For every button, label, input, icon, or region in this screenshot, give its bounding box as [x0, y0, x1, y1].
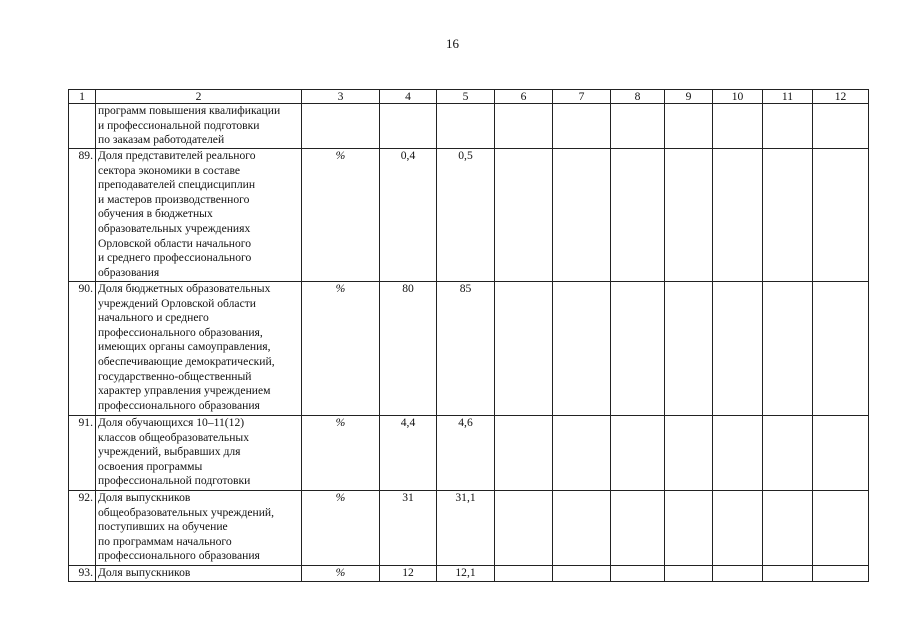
column-header: 3 [302, 90, 380, 104]
empty-cell [495, 104, 553, 149]
table-row [69, 282, 869, 416]
empty-cell [495, 416, 553, 491]
empty-cell [665, 491, 713, 566]
value-col4: 0,4 [380, 149, 437, 282]
column-header: 10 [713, 90, 763, 104]
empty-cell [611, 491, 665, 566]
value-col4 [380, 104, 437, 149]
table-row [69, 104, 869, 149]
empty-cell [763, 149, 813, 282]
page-number: 16 [446, 36, 459, 51]
empty-cell [813, 149, 869, 282]
value-col4: 31 [380, 491, 437, 566]
column-header: 9 [665, 90, 713, 104]
empty-cell [763, 104, 813, 149]
empty-cell [495, 149, 553, 282]
empty-cell [713, 149, 763, 282]
column-header: 12 [813, 90, 869, 104]
unit-cell [302, 104, 380, 149]
row-number [69, 104, 96, 149]
empty-cell [713, 282, 763, 416]
column-header: 8 [611, 90, 665, 104]
indicators-table [68, 89, 869, 582]
empty-cell [665, 149, 713, 282]
indicator-description: Доля бюджетных образовательных учреждений Орловской области начального и среднего профессионального образования, имеющих органы самоуправления, обеспечивающие демократический, государственно-общественный характер управления учреждением профессионального образования [96, 282, 302, 416]
value-col4: 80 [380, 282, 437, 416]
empty-cell [553, 149, 611, 282]
row-number: 90. [69, 282, 96, 416]
column-header: 2 [96, 90, 302, 104]
table-row [69, 416, 869, 491]
table-header-row [69, 90, 869, 104]
empty-cell [665, 416, 713, 491]
column-header: 7 [553, 90, 611, 104]
empty-cell [553, 566, 611, 582]
column-header: 4 [380, 90, 437, 104]
empty-cell [553, 282, 611, 416]
value-col5: 4,6 [437, 416, 495, 491]
empty-cell [813, 104, 869, 149]
row-number: 89. [69, 149, 96, 282]
empty-cell [611, 416, 665, 491]
empty-cell [495, 491, 553, 566]
empty-cell [495, 566, 553, 582]
value-col4: 12 [380, 566, 437, 582]
unit-cell: % [302, 282, 380, 416]
empty-cell [763, 491, 813, 566]
row-number: 91. [69, 416, 96, 491]
empty-cell [553, 104, 611, 149]
row-number: 92. [69, 491, 96, 566]
value-col4: 4,4 [380, 416, 437, 491]
empty-cell [553, 491, 611, 566]
empty-cell [665, 282, 713, 416]
indicator-description: Доля обучающихся 10–11(12) классов общеобразовательных учреждений, выбравших для освоения программы профессиональной подготовки [96, 416, 302, 491]
empty-cell [713, 416, 763, 491]
empty-cell [763, 282, 813, 416]
table-row [69, 149, 869, 282]
empty-cell [665, 104, 713, 149]
empty-cell [611, 104, 665, 149]
value-col5: 85 [437, 282, 495, 416]
empty-cell [813, 566, 869, 582]
indicator-description: Доля выпускников общеобразовательных учреждений, поступивших на обучение по программам начального профессионального образования [96, 491, 302, 566]
value-col5: 0,5 [437, 149, 495, 282]
unit-cell: % [302, 149, 380, 282]
indicator-description: Доля выпускников [96, 566, 302, 582]
column-header: 5 [437, 90, 495, 104]
empty-cell [713, 491, 763, 566]
column-header: 6 [495, 90, 553, 104]
empty-cell [813, 491, 869, 566]
empty-cell [713, 566, 763, 582]
table-row [69, 491, 869, 566]
indicator-description: программ повышения квалификации и профессиональной подготовки по заказам работодателей [96, 104, 302, 149]
value-col5: 31,1 [437, 491, 495, 566]
value-col5: 12,1 [437, 566, 495, 582]
empty-cell [665, 566, 713, 582]
unit-cell: % [302, 491, 380, 566]
unit-cell: % [302, 416, 380, 491]
unit-cell: % [302, 566, 380, 582]
empty-cell [553, 416, 611, 491]
empty-cell [813, 416, 869, 491]
column-header: 11 [763, 90, 813, 104]
empty-cell [763, 416, 813, 491]
empty-cell [611, 282, 665, 416]
empty-cell [611, 566, 665, 582]
empty-cell [813, 282, 869, 416]
column-header: 1 [69, 90, 96, 104]
value-col5 [437, 104, 495, 149]
empty-cell [713, 104, 763, 149]
indicator-description: Доля представителей реального сектора экономики в составе преподавателей спецдисциплин и мастеров производственного обучения в бюджетных образовательных учреждениях Орловской области начального и среднего профессионального образования [96, 149, 302, 282]
empty-cell [611, 149, 665, 282]
empty-cell [495, 282, 553, 416]
table-row [69, 566, 869, 582]
empty-cell [763, 566, 813, 582]
row-number: 93. [69, 566, 96, 582]
